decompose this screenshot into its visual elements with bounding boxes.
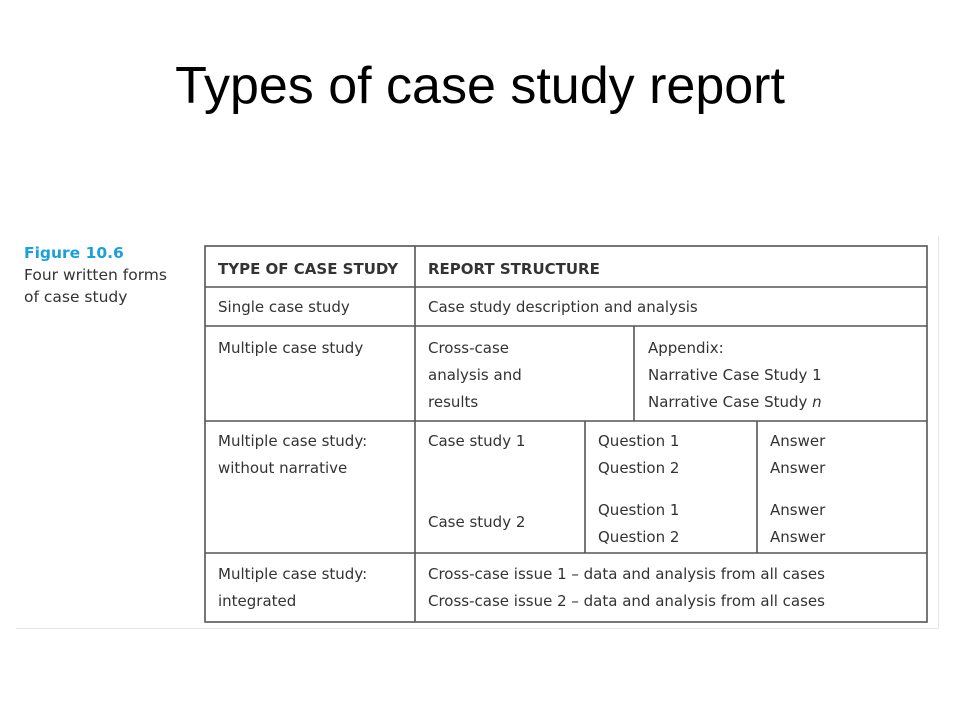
- appendix-line: Appendix:: [648, 339, 724, 357]
- figure-caption-line: Four written forms: [24, 266, 167, 284]
- structure-single: Case study description and analysis: [428, 298, 698, 316]
- question-group-2: [598, 497, 679, 551]
- appendix-line-variable: n: [812, 393, 822, 411]
- case-study-2: Case study 2: [428, 513, 526, 531]
- case-study-1: Case study 1: [428, 432, 526, 450]
- cross-case-analysis: [428, 335, 522, 416]
- question: Question 2: [598, 528, 680, 546]
- cross-case-line: Cross-case: [428, 339, 510, 357]
- answer-group-2: [770, 497, 825, 551]
- answer: Answer: [770, 501, 826, 519]
- question: Question 1: [598, 501, 680, 519]
- cross-case-issue: Cross-case issue 2 – data and analysis from all cases: [428, 592, 825, 610]
- question-group-1: [598, 428, 679, 482]
- type-line: without narrative: [218, 459, 348, 477]
- appendix-line-prefix: Narrative Case Study: [648, 393, 813, 411]
- type-without-narrative: [218, 428, 367, 482]
- cross-case-line: analysis and: [428, 366, 522, 384]
- figure-caption-line: of case study: [24, 288, 128, 306]
- type-single: Single case study: [218, 298, 350, 316]
- question: Question 1: [598, 432, 680, 450]
- cross-case-issue: Cross-case issue 1 – data and analysis from all cases: [428, 565, 825, 583]
- appendix-line: [648, 389, 822, 416]
- cross-case-issues: [428, 561, 825, 615]
- figure-number: Figure 10.6: [24, 244, 124, 262]
- header-type: TYPE OF CASE STUDY: [218, 260, 399, 278]
- slide-title: Types of case study report: [175, 57, 785, 115]
- appendix: [648, 335, 822, 416]
- type-line: integrated: [218, 592, 297, 610]
- answer: Answer: [770, 459, 826, 477]
- type-multiple: Multiple case study: [218, 339, 364, 357]
- type-line: Multiple case study:: [218, 432, 368, 450]
- answer-group-1: [770, 428, 825, 482]
- cross-case-line: results: [428, 393, 479, 411]
- answer: Answer: [770, 528, 826, 546]
- question: Question 2: [598, 459, 680, 477]
- header-structure: REPORT STRUCTURE: [428, 260, 600, 278]
- answer: Answer: [770, 432, 826, 450]
- type-line: Multiple case study:: [218, 565, 368, 583]
- appendix-line: Narrative Case Study 1: [648, 366, 822, 384]
- type-integrated: [218, 561, 367, 615]
